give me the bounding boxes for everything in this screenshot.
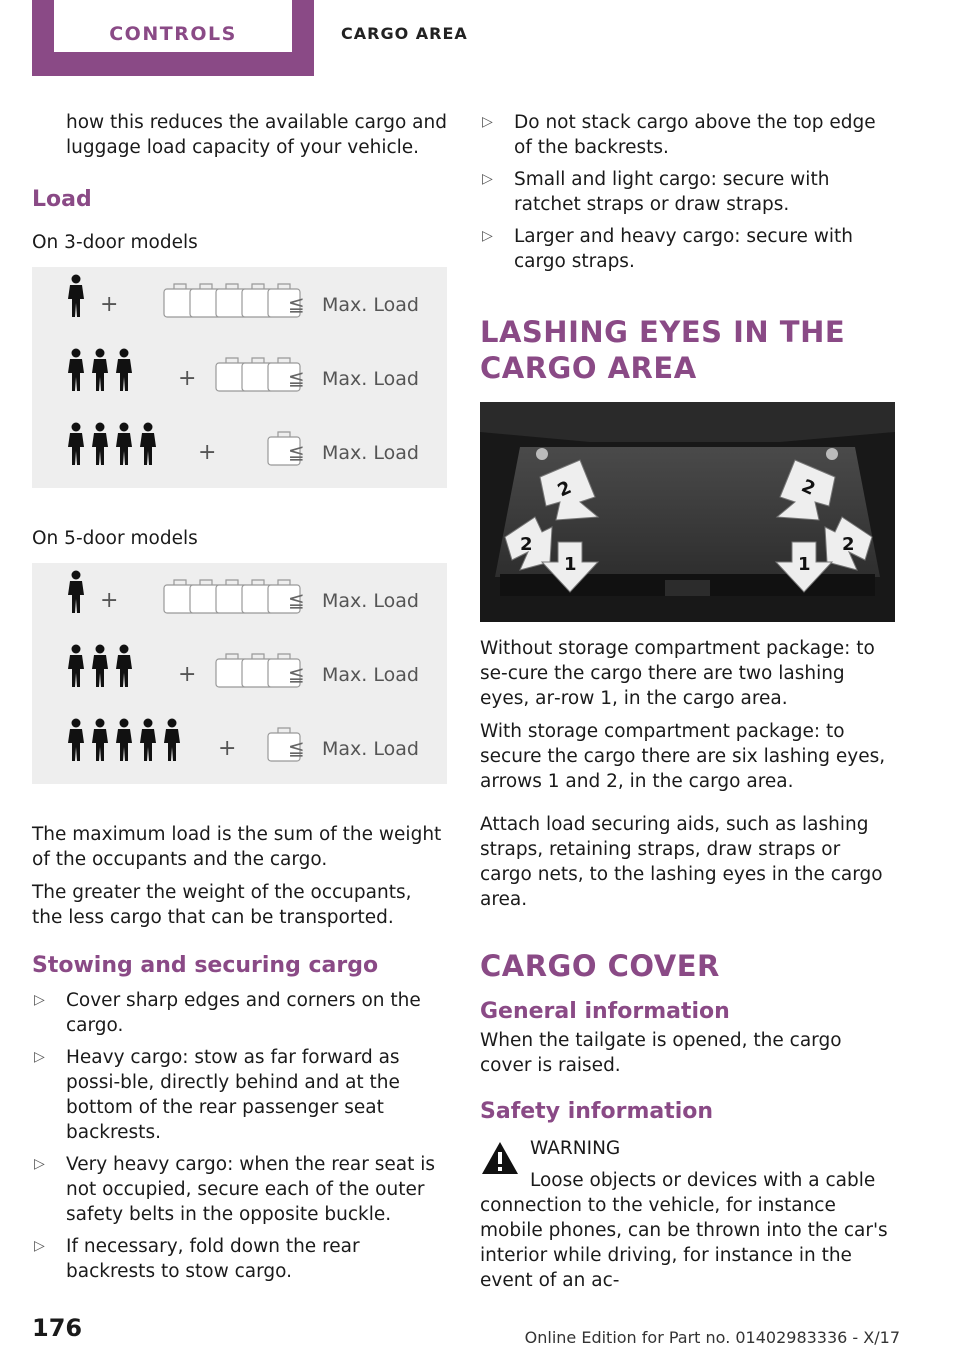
person-icon [92,349,108,392]
lashing-paragraph-1: Without storage compartment package: to se‐cure the cargo there are two lashing eyes, ar‐row 1, in the cargo area. [480,638,875,709]
warning-block [480,1136,895,1193]
list-item: ▷ Heavy cargo: stow as far forward as possi‐ble, directly behind and at the bottom of the rear passenger seat backrests. [34,1047,400,1143]
plus-sign-icon: + [178,366,197,391]
arrow-label-2-bottom-left: 2 [520,534,533,555]
left-column [32,110,447,1284]
plus-sign-icon: + [178,662,197,687]
max-load-label: Max. Load [322,738,419,760]
list-item: ▷ Small and light cargo: secure with ratchet straps or draw straps. [482,169,830,215]
less-equal-icon: ≦ [288,292,305,316]
less-equal-icon: ≦ [288,366,305,390]
person-icon [92,719,108,762]
person-icon [68,349,84,392]
stowing-list-left [32,988,447,1284]
intro-text: how this reduces the available cargo and luggage load capacity of your vehicle. [66,112,447,158]
safety-information-heading: Safety information [480,1099,714,1124]
header-section-label: CARGO AREA [341,24,468,43]
list-item: ▷ Larger and heavy cargo: secure with cargo straps. [482,226,854,272]
less-equal-icon: ≦ [288,588,305,612]
page-number: 176 [32,1314,83,1342]
plus-sign-icon: + [100,292,119,317]
max-load-paragraph-2: The greater the weight of the occupants, the less cargo that can be transported. [32,882,412,928]
less-equal-icon: ≦ [288,736,305,760]
list-item: ▷ Very heavy cargo: when the rear seat is not occupied, secure each of the outer safety belts in the opposite buckle. [34,1154,435,1225]
lashing-paragraph-2: With storage compartment package: to secure the cargo there are six lashing eyes, arrows 1 and 2, in the cargo area. [480,721,886,792]
person-icon [92,423,108,466]
person-icon [116,423,132,466]
triangle-bullet-icon: ▷ [34,1156,45,1172]
plus-sign-icon: + [198,440,217,465]
max-load-label: Max. Load [322,664,419,686]
list-item: ▷ If necessary, fold down the rear backrests to stow cargo. [34,1236,360,1282]
five-door-load-diagram [32,563,447,784]
triangle-bullet-icon: ▷ [482,228,493,244]
person-icon [116,349,132,392]
max-load-paragraph-1: The maximum load is the sum of the weight of the occupants and the cargo. [32,824,442,870]
plus-sign-icon: + [218,736,237,761]
three-door-label: On 3-door models [32,232,198,253]
list-item: ▷ Do not stack cargo above the top edge of the backrests. [482,112,876,158]
warning-text-continuation: connection to the vehicle, for instance mobile phones, can be thrown into the car's interior while driving, for instance in the event of an ac‐ [480,1195,888,1291]
five-door-diagram-svg [32,563,447,784]
stowing-list-right [480,110,895,274]
general-information-heading: General information [480,999,730,1024]
cargo-cover-heading: CARGO COVER [480,949,720,983]
max-load-label: Max. Load [322,294,419,316]
arrow-label-2-bottom-right: 2 [842,534,855,555]
cargo-area-photo-svg [480,402,895,622]
max-load-label: Max. Load [322,442,419,464]
triangle-bullet-icon: ▷ [482,171,493,187]
lashing-heading: LASHING EYES IN THE CARGO AREA [480,315,846,385]
load-heading: Load [32,187,92,212]
warning-label: WARNING [530,1138,621,1159]
person-icon [68,645,84,688]
person-icon [116,645,132,688]
list-item: ▷ Cover sharp edges and corners on the cargo. [34,990,421,1036]
three-door-diagram-svg [32,267,447,488]
general-information-text: When the tailgate is opened, the cargo cover is raised. [480,1030,842,1076]
arrow-label-2-top-left: 2 [554,477,575,502]
cargo-area-photo [480,402,895,622]
right-column [480,110,895,1293]
triangle-bullet-icon: ▷ [34,1238,45,1254]
max-load-label: Max. Load [322,590,419,612]
arrow-label-1-left: 1 [564,554,577,575]
less-equal-icon: ≦ [288,662,305,686]
plus-sign-icon: + [100,588,119,613]
edition-footer: Online Edition for Part no. 01402983336 - X/17 [524,1328,900,1347]
header-tab [32,0,314,76]
five-door-label: On 5-door models [32,528,198,549]
person-icon [92,645,108,688]
person-icon [68,423,84,466]
lashing-paragraph-3: Attach load securing aids, such as lashing straps, retaining straps, draw straps or cargo nets, to the lashing eyes in the cargo area. [480,814,883,910]
person-icon [68,719,84,762]
warning-text-line-1: Loose objects or devices with a cable [530,1170,876,1191]
less-equal-icon: ≦ [288,440,305,464]
person-icon [140,719,156,762]
person-icon [68,571,84,614]
arrow-label-1-right: 1 [798,554,811,575]
max-load-label: Max. Load [322,368,419,390]
three-door-load-diagram [32,267,447,488]
stowing-heading: Stowing and securing cargo [32,953,379,978]
person-icon [164,719,180,762]
arrow-label-2-top-right: 2 [798,475,819,500]
header-tab-label: CONTROLS [54,0,292,52]
warning-triangle-icon [480,1140,520,1176]
triangle-bullet-icon: ▷ [34,992,45,1008]
triangle-bullet-icon: ▷ [34,1049,45,1065]
person-icon [116,719,132,762]
person-icon [68,275,84,318]
triangle-bullet-icon: ▷ [482,114,493,130]
person-icon [140,423,156,466]
